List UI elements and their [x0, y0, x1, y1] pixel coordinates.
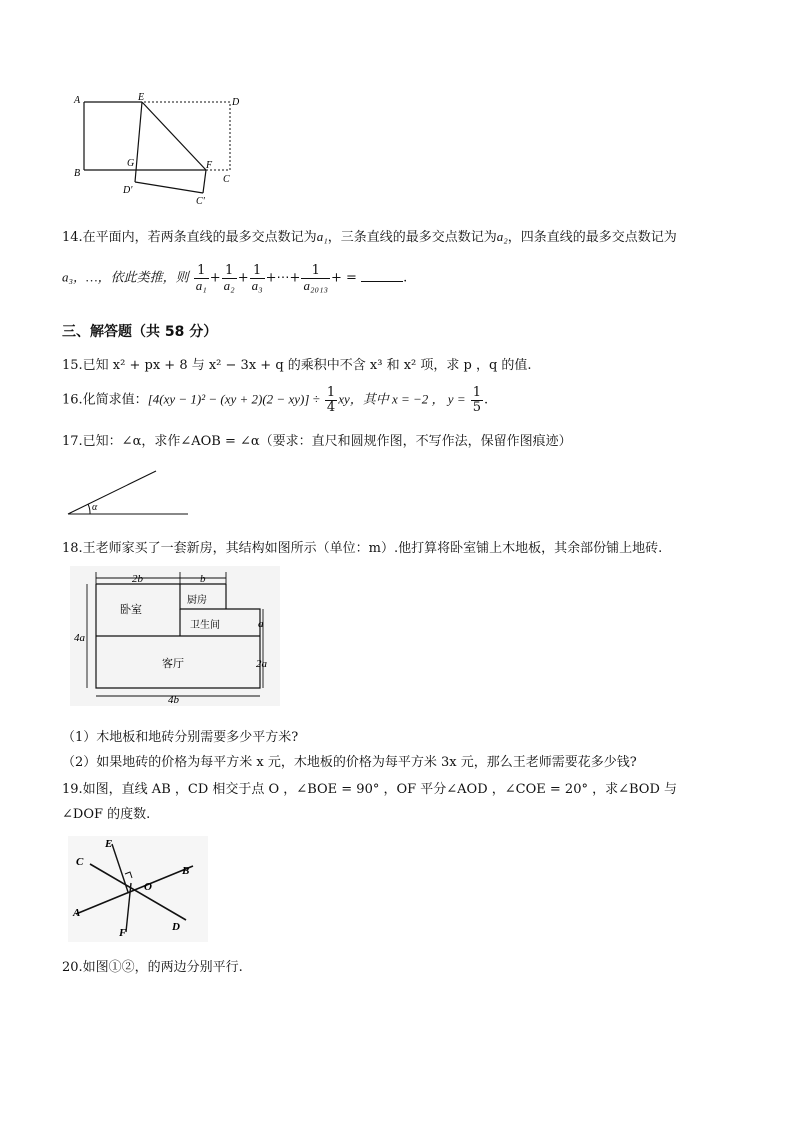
label-d-prime: D' — [123, 185, 133, 196]
question-16: 16.化简求值：[4(xy − 1)² − (xy + 2)(2 − xy)] ÷ $\frac{1}{4}$ xy，其中 x = −2 ， y = $\frac{1}{5}$ . — [62, 385, 489, 415]
label-b: b — [200, 573, 206, 585]
label-e: E — [138, 92, 145, 103]
question-17: 17.已知：∠α，求作∠AOB = ∠α（要求：直尺和圆规作图，不写作法，保留作图痕迹） — [62, 434, 572, 449]
label-b: B — [74, 168, 81, 179]
floor-plan-figure — [70, 566, 280, 706]
label-d: D — [172, 921, 180, 933]
question-15: 15.已知 x² + px + 8 与 x² − 3x + q 的乘积中不含 x³ 和 x² 项，求 p ，q 的值. — [62, 358, 532, 373]
label-4a: 4a — [74, 632, 85, 644]
question-18: 18.王老师家买了一套新房，其结构如图所示（单位：m）.他打算将卧室铺上木地板，其余部份铺上地砖. — [62, 541, 663, 556]
fraction-1-a2013: $\frac{1}{\text{a₂₀₁₃}}$ — [303, 263, 329, 293]
section-3-heading: 三、解答题（共 58 分） — [62, 324, 218, 340]
angle-side-slanted — [68, 471, 156, 514]
question-18-sub2: （2）如果地砖的价格为每平方米 x 元，木地板的价格为每平方米 3x 元，那么王老师需要花多少钱? — [62, 755, 637, 770]
label-b: B — [182, 865, 190, 877]
room-bathroom: 卫生间 — [190, 620, 220, 631]
label-c-prime: C' — [196, 196, 205, 205]
angle-alpha-figure — [64, 466, 194, 522]
segment-ef — [142, 102, 206, 170]
question-14-line1: 14.在平面内，若两条直线的最多交点数记为a₁，三条直线的最多交点数记为a₂，四条直线的最多交点数记为 — [62, 229, 677, 245]
label-a: A — [74, 95, 81, 106]
label-c: C — [223, 174, 230, 185]
label-c: C — [76, 856, 84, 868]
answer-blank — [361, 281, 403, 282]
label-f: F — [206, 160, 213, 171]
label-alpha: α — [92, 502, 98, 513]
segment-fc — [203, 170, 206, 193]
rectangle-fold-figure — [70, 90, 260, 205]
label-g: G — [127, 158, 135, 169]
label-e: E — [105, 838, 113, 850]
question-19-line2: ∠DOF 的度数. — [62, 807, 151, 822]
question-19-line1: 19.如图，直线 AB ，CD 相交于点 O ，∠BOE = 90° ，OF 平分∠AOD ，∠COE = 20° ，求∠BOD 与 — [62, 782, 677, 797]
angle-arc — [88, 504, 90, 514]
segment-dc — [135, 182, 203, 193]
fraction-1-a3: $\frac{1}{\text{a₃}}$ — [251, 263, 263, 293]
room-bedroom: 卧室 — [120, 604, 142, 616]
label-4b: 4b — [168, 694, 179, 706]
label-f: F — [119, 927, 127, 939]
fraction-1-a1: $\frac{1}{\text{a₁}}$ — [195, 263, 207, 293]
question-14-line2: a₃，…，依此类推，则 $\frac{1}{\text{a₁}}$ + $\frac{1}{\text{a₂}}$ + $\frac{1}{\text{a₃}}$ +⋯+ $\frac{1}{\text{a₂₀₁₃}}$ + = . — [62, 263, 408, 293]
label-d: D — [232, 97, 240, 108]
label-o: O — [144, 881, 152, 893]
room-kitchen: 厨房 — [187, 595, 207, 606]
intersecting-lines-figure — [68, 836, 208, 942]
label-2b: 2b — [132, 573, 143, 585]
label-a: a — [258, 618, 264, 630]
question-20: 20.如图①②，的两边分别平行. — [62, 960, 243, 975]
label-2a: 2a — [256, 658, 267, 670]
fraction-1-a2: $\frac{1}{\text{a₂}}$ — [223, 263, 235, 293]
question-18-sub1: （1）木地板和地砖分别需要多少平方米? — [62, 730, 299, 745]
label-a: A — [73, 907, 81, 919]
room-living: 客厅 — [162, 658, 184, 670]
fraction-1-5: $\frac{1}{5}$ — [472, 385, 482, 415]
fraction-1-4: $\frac{1}{4}$ — [326, 385, 336, 415]
